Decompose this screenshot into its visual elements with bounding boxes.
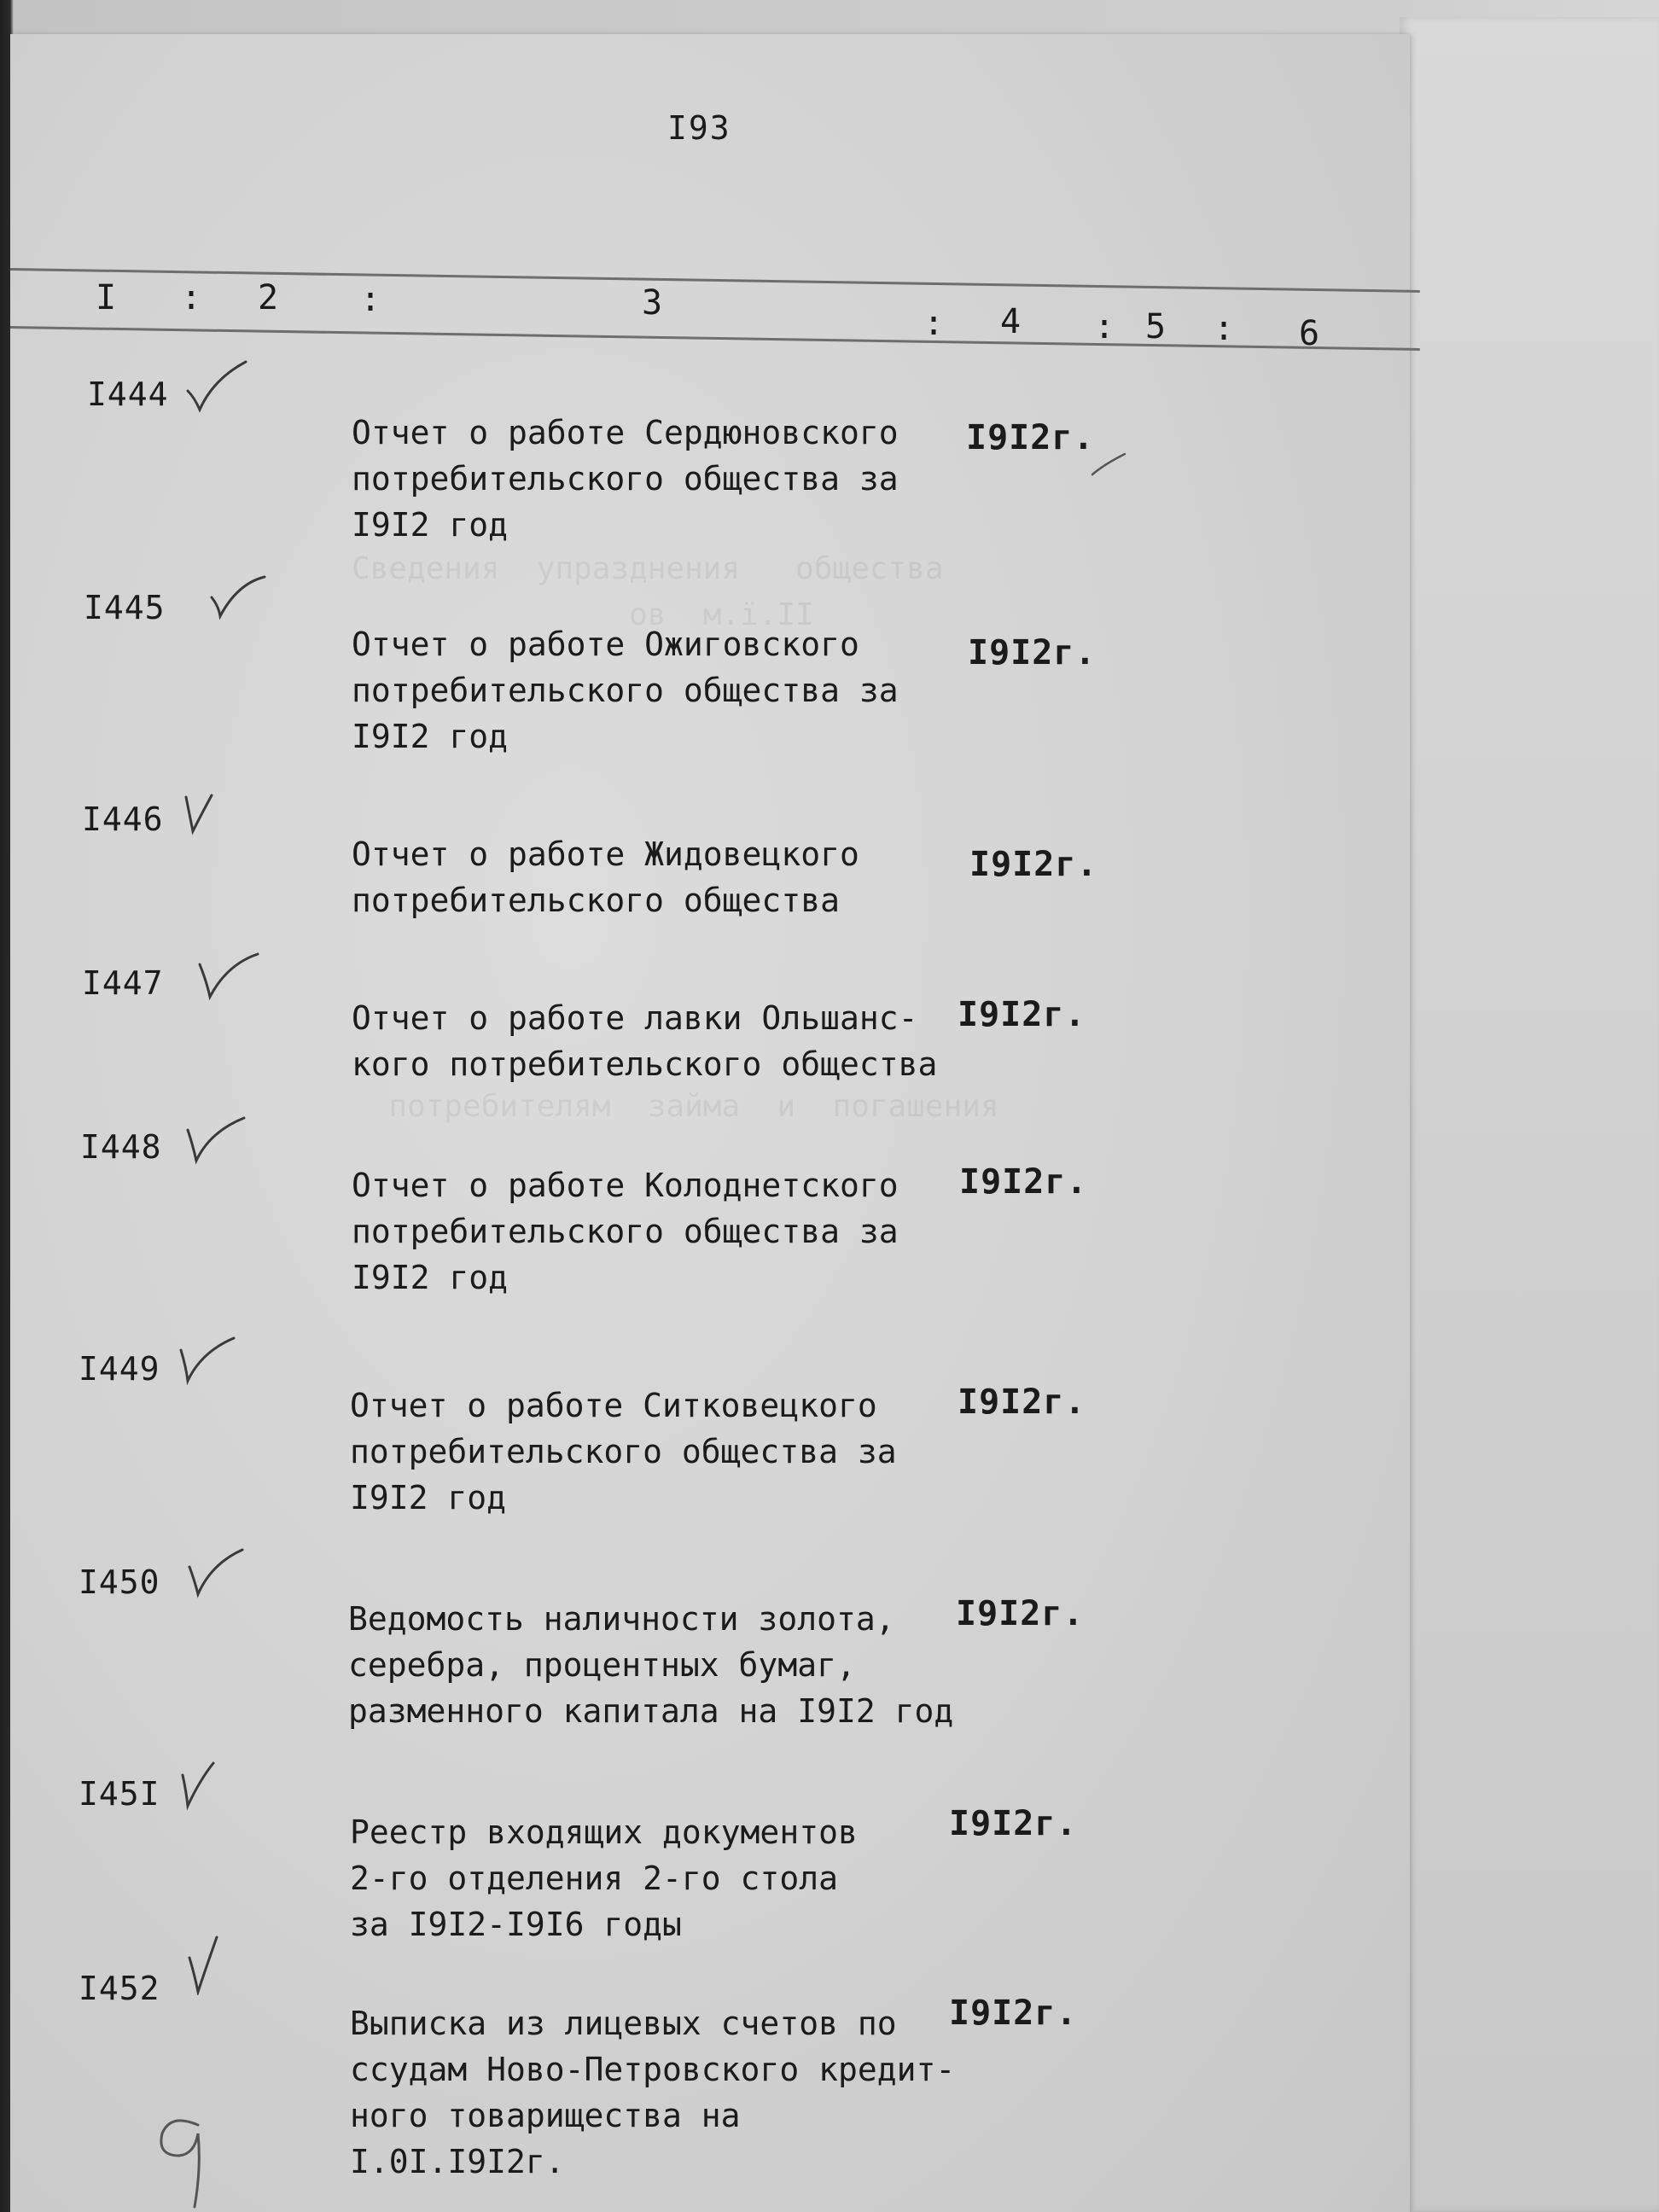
column-header-row <box>96 271 1324 353</box>
entry-number: I448 <box>80 1128 162 1166</box>
entry-number: I452 <box>79 1970 160 2007</box>
column-header-separator: : <box>1214 309 1235 348</box>
pencil-check-mark-icon <box>174 1333 242 1393</box>
entry-year: I9I2г. <box>969 845 1098 884</box>
entry-number: I446 <box>82 800 164 838</box>
entry-title: Реестр входящих документов 2-го отделения 2-го стола за I9I2-I9I6 годы <box>350 1813 858 1943</box>
entry-number: I45I <box>79 1775 160 1813</box>
page-number: I93 <box>667 109 731 147</box>
entry-year: I9I2г. <box>959 1162 1088 1202</box>
entry-year: I9I2г. <box>949 1804 1078 1843</box>
column-header-2: 2 <box>258 278 279 317</box>
entry-number: I445 <box>84 589 166 626</box>
archive-page <box>10 34 1410 2212</box>
entry-title: Отчет о работе Колоднетского потребительского общества за I9I2 год <box>352 1167 899 1296</box>
column-header-separator: : <box>923 304 945 343</box>
entry-year: I9I2г. <box>968 633 1097 672</box>
handwritten-margin-note-icon <box>145 2108 222 2212</box>
entry-number: I450 <box>79 1563 160 1601</box>
entry-number: I449 <box>79 1350 160 1388</box>
entry-title: Отчет о работе Ожиговского потребительского общества за I9I2 год <box>352 626 899 755</box>
entry-year: I9I2г. <box>956 1594 1085 1633</box>
bleed-through-text: Сведения упразднения общества ов м.ї.ІІ <box>352 551 944 632</box>
column-header-6: 6 <box>1299 314 1320 353</box>
entry-title: Отчет о работе Сердюновского потребительского общества за I9I2 год <box>352 414 899 544</box>
pencil-check-mark-icon <box>193 947 261 1007</box>
column-header-separator: : <box>1094 307 1115 346</box>
entry-number: I447 <box>82 964 164 1002</box>
pencil-check-mark-icon <box>181 358 249 418</box>
column-header-1: I <box>96 278 117 317</box>
entry-number: I444 <box>87 375 169 413</box>
pencil-check-mark-icon <box>183 1936 251 1995</box>
entry-title: Ведомость наличности золота, серебра, процентных бумаг, разменного капитала на I9I2 год <box>348 1600 954 1730</box>
entry-year: I9I2г. <box>949 1994 1078 2033</box>
column-header-3: 3 <box>642 283 663 323</box>
column-header-5: 5 <box>1145 307 1167 346</box>
pencil-check-mark-icon <box>178 783 246 843</box>
entry-year: I9I2г. <box>958 995 1086 1034</box>
entry-title: Отчет о работе лавки Ольшанс- кого потребительского общества <box>352 999 938 1083</box>
underlying-sheet <box>1400 17 1659 2212</box>
column-header-separator: : <box>181 278 202 317</box>
bleed-through-text: потребителям займа и погашения <box>352 1089 999 1124</box>
entry-title: Отчет о работе Ситковецкого потребительского общества за I9I2 год <box>350 1387 897 1516</box>
entry-title: Отчет о работе Жидовецкого потребительского общества <box>352 835 859 919</box>
entry-year: I9I2г. <box>966 418 1095 457</box>
pencil-check-mark-icon <box>181 1111 249 1171</box>
column-header-4: 4 <box>1000 302 1022 341</box>
pencil-check-mark-icon <box>174 1758 242 1818</box>
pencil-check-mark-icon <box>203 572 271 632</box>
entry-year: I9I2г. <box>958 1382 1086 1422</box>
column-header-separator: : <box>360 280 381 319</box>
pencil-check-mark-icon <box>183 1546 251 1606</box>
pencil-tick-icon <box>1087 449 1130 483</box>
entry-title: Выписка из лицевых счетов по ссудам Ново-Петровского кредит- ного товарищества на I.0I.I9I2г. <box>350 2005 956 2180</box>
